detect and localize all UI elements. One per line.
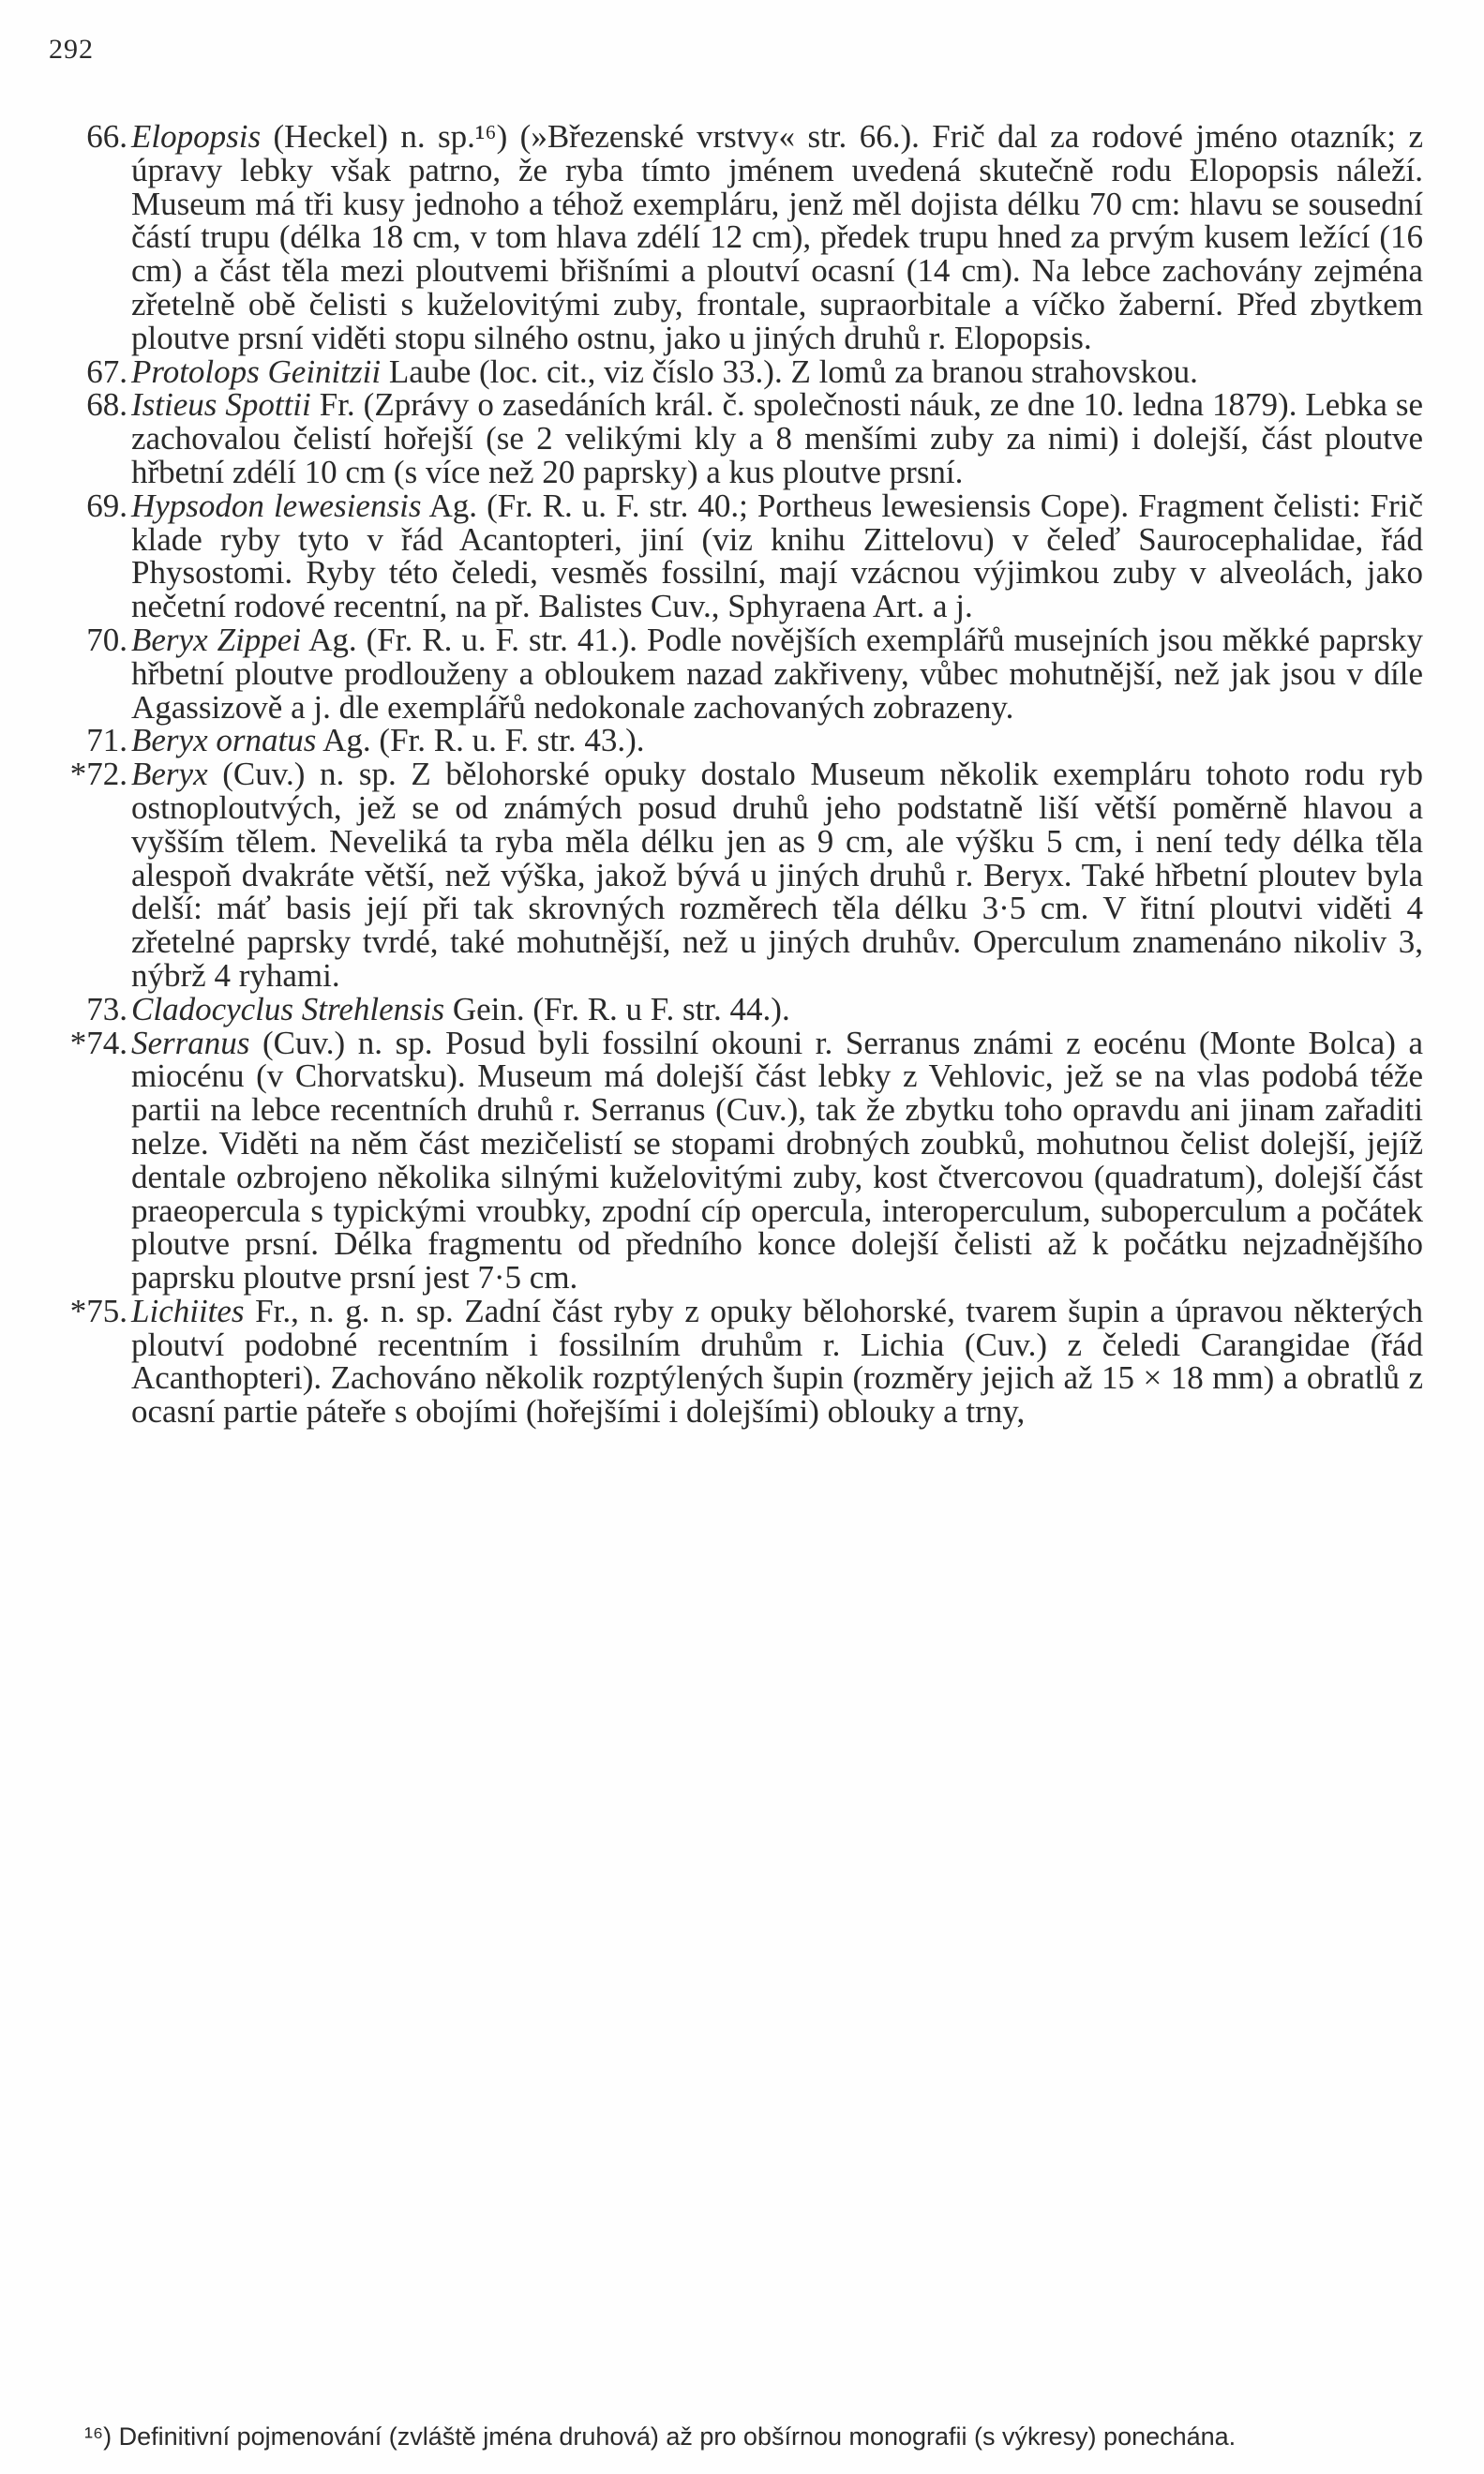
entry-number: *72.	[69, 756, 127, 793]
entry-text: (Cuv.) n. sp. Posud byli fossilní okouni r. Serranus známi z eocénu (Monte Bolca) a miocénu (v Chorvatsku). Museum má dolejší část lebky z Vehlovic, jež se na vlas podobá téže partii na lebce recentních druhů r. Serranus (Cuv.), tak že zbytku toho opravdu ani jinam zařaditi nelze. Viděti na něm část mezičelistí se stopami drobných zoubků, mohutnou čelist dolejší, jejíž dentale ozbrojeno několika silnými kuželovitými zuby, kost čtvercovou (quadratum), dolejší část praeopercula s typickými vroubky, zpodní cíp opercula, interoperculum, suboperculum a počátek ploutve prsní. Délka fragmentu od předního konce dolejší čelisti až k počátku nejzadnějšího paprsku ploutve prsní jest 7·5 cm.	[131, 1024, 1423, 1297]
entry-number: 70.	[86, 621, 127, 658]
entry-text: Gein. (Fr. R. u F. str. 44.).	[444, 990, 790, 1027]
entry-68	[86, 386, 1423, 490]
entry-number: 71.	[86, 722, 127, 759]
entry-number: *74.	[69, 1024, 127, 1061]
taxon-name: Beryx Zippei	[131, 621, 302, 658]
entry-74	[69, 1024, 1423, 1297]
taxon-name: Elopopsis	[131, 118, 262, 155]
taxon-name: Cladocyclus Strehlensis	[131, 990, 445, 1027]
entry-67	[86, 352, 1423, 390]
body-text	[69, 118, 1423, 1431]
taxon-name: Beryx	[131, 756, 208, 793]
entry-number: 66.	[86, 118, 127, 155]
taxon-name: Protolops Geinitzii	[131, 352, 382, 390]
footnote: ¹⁶) Definitivní pojmenování (zvláště jména druhová) až pro obšírnou monografii (s výkresy) ponechána.	[84, 2422, 1237, 2451]
entry-text: Laube (loc. cit., viz číslo 33.). Z lomů za branou strahovskou.	[381, 352, 1198, 390]
page-number: 292	[49, 34, 94, 65]
entry-text: (Heckel) n. sp.¹⁶) (»Březenské vrstvy« str. 66.). Frič dal za rodové jméno otazník; z úpravy lebky však patrno, že ryba tímto jménem uvedená skutečně rodu Elopopsis náleží. Museum má tři kusy jednoho a téhož exempláru, jenž měl dojista délku 70 cm: hlavu se sousední částí trupu (délka 18 cm, v tom hlava zdélí 12 cm), předek trupu hned za prvým kusem ležící (16 cm) a část těla mezi ploutvemi břišními a ploutví ocasní (14 cm). Na lebce zachovány zejména zřetelně obě čelisti s kuželovitými zuby, frontale, supraorbitale a víčko žaberní. Před zbytkem ploutve prsní viděti stopu silného ostnu, jako u jiných druhů r. Elopopsis.	[131, 118, 1423, 356]
entry-number: 73.	[86, 990, 127, 1027]
entry-73	[86, 990, 1423, 1027]
entry-text: Fr. (Zprávy o zasedáních král. č. společnosti náuk, ze dne 10. ledna 1879). Lebka se zachovalou čelistí hořejší (se 2 velikými kly a 8 menšími zuby za nimi) i dolejší, část ploutve hřbetní zdélí 10 cm (s více než 20 paprsky) a kus ploutve prsní.	[131, 386, 1423, 490]
entry-text: Fr., n. g. n. sp. Zadní část ryby z opuky bělohorské, tvarem šupin a úpravou některých ploutví podobné recentním i fossilním druhům r. Lichia (Cuv.) z čeledi Carangidae (řád Acanthopteri). Zachováno několik rozptýlených šupin (rozměry jejich až 15 × 18 mm) a obratlů z ocasní partie páteře s obojími (hořejšími i dolejšími) oblouky a trny,	[131, 1292, 1423, 1431]
entry-75	[69, 1292, 1423, 1431]
taxon-name: Beryx ornatus	[131, 722, 317, 759]
entry-text: Ag. (Fr. R. u. F. str. 41.). Podle novějších exemplářů musejních jsou měkké paprsky hřbetní ploutve prodlouženy a obloukem nazad zakřiveny, vůbec mohutnější, než jak jsou v díle Agassizově a j. dle exemplářů nedokonale zachovaných zobrazeny.	[131, 621, 1423, 726]
entry-number: 69.	[86, 487, 127, 524]
entry-number: *75.	[69, 1292, 127, 1329]
taxon-name: Hypsodon lewesiensis	[131, 487, 422, 524]
entry-number: 67.	[86, 352, 127, 390]
entry-69	[86, 487, 1423, 625]
entry-number: 68.	[86, 386, 127, 424]
entry-text: Ag. (Fr. R. u. F. str. 40.; Portheus lewesiensis Cope). Fragment čelisti: Frič klade ryby tyto v řád Acantopteri, jiní (viz knihu Zittelovu) v čeleď Saurocephalidae, řád Physostomi. Ryby této čeledi, vesměs fossilní, mají vzácnou výjimkou zuby v alveolách, jako nečetní rodové recentní, na př. Balistes Cuv., Sphyraena Art. a j.	[131, 487, 1423, 625]
entry-text: (Cuv.) n. sp. Z bělohorské opuky dostalo Museum několik exempláru tohoto rodu ryb ostnoploutvých, jež se od známých posud druhů jeho podstatně liší větší poměrně hlavou a vyšším tělem. Neveliká ta ryba měla délku jen as 9 cm, ale výšku 5 cm, i není tedy délka těla alespoň dvakráte větší, než výška, jakož bývá u jiných druhů r. Beryx. Také hřbetní ploutev byla delší: máť basis její při tak skrovných rozměrech těla délku 3·5 cm. V řitní ploutvi viděti 4 zřetelné paprsky tvrdé, také mohutnější, než u jiných druhův. Operculum znamenáno nikoliv 3, nýbrž 4 ryhami.	[131, 756, 1423, 994]
taxon-name: Istieus Spottii	[131, 386, 311, 424]
entry-70	[86, 621, 1423, 726]
entry-text: Ag. (Fr. R. u. F. str. 43.).	[316, 722, 645, 759]
taxon-name: Lichiites	[131, 1292, 245, 1329]
entry-72	[69, 756, 1423, 994]
entry-66	[86, 118, 1423, 356]
taxon-name: Serranus	[131, 1024, 250, 1061]
entry-71	[86, 722, 1423, 759]
